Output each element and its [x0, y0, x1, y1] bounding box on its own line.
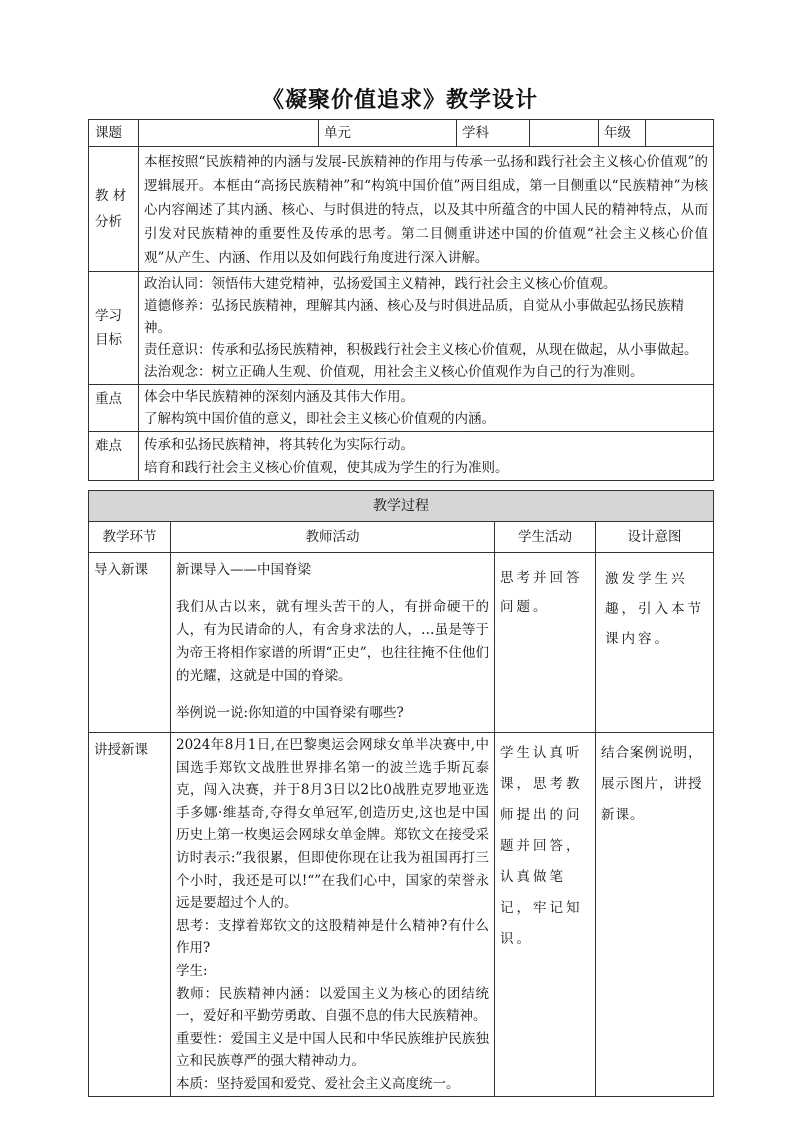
intent-cell: 结合案例说明，展示图片，讲授新课。	[596, 733, 714, 1097]
teacher-para: 思考：支撑着郑钦文的这股精神是什么精神?有什么作用?	[176, 917, 489, 957]
stage-cell: 讲授新课	[89, 733, 171, 1097]
col-student-header: 学生活动	[495, 522, 596, 553]
goal-item: 责任意识：传承和弘扬民族精神，积极践行社会主义核心价值观，从现在做起，从小事做起。	[144, 342, 698, 358]
teacher-cell	[171, 553, 495, 733]
student-cell: 思考并回答问题。	[495, 553, 596, 733]
goals-row	[89, 272, 714, 385]
difficulties-label: 难点	[89, 432, 139, 481]
intent-cell: 激发学生兴趣，引入本节课内容。	[596, 553, 714, 733]
col-stage-header: 教学环节	[89, 522, 171, 553]
teacher-para: 学生:	[176, 962, 208, 979]
goal-item: 法治观念：树立正确人生观、价值观，用社会主义核心价值观作为自己的行为准则。	[144, 364, 644, 380]
analysis-label-line1: 教 材	[95, 188, 127, 204]
teacher-para: 新课导入——中国脊梁	[176, 562, 311, 578]
process-column-headers	[89, 522, 714, 553]
process-table	[88, 490, 714, 1097]
grade-label: 年级	[599, 120, 646, 147]
col-intent-header: 设计意图	[596, 522, 714, 553]
analysis-row	[89, 147, 714, 272]
analysis-label	[89, 147, 139, 272]
unit-label: 单元	[319, 120, 457, 147]
student-cell: 学生认真听课，思考教师提出的问题并回答，认真做笔记，牢记知识。	[495, 733, 596, 1097]
teacher-para: 我们从古以来，就有埋头苦干的人，有拼命硬干的人，有为民请命的人，有舍身求法的人，…虽是等于为帝王将相作家谱的所谓“正史”，也往往掩不住他们的光耀，这就是中国的脊梁。	[176, 599, 489, 684]
goals-label-line2: 目标	[95, 332, 122, 348]
subject-label: 学科	[457, 120, 530, 147]
teacher-para: 2024年8月1日,在巴黎奥运会网球女单半决赛中,中国选手郑钦文战胜世界排名第一的波兰选手斯瓦泰克，闯入决赛，并于8月3日以2比0战胜克罗地亚选手多娜·维基奇,夺得女单冠军,创造历史,这也是中国历史上第一枚奥运会网球女单金牌。郑钦文在接受采访时表示:”我很累，但即使你现在让我为祖国再打三个小时，我还是可以!“”在我们心中，国家的荣誉永远是要超过个人的。	[176, 737, 489, 912]
difficulties-row	[89, 432, 714, 481]
key-points-label: 重点	[89, 385, 139, 432]
goal-item: 道德修养：弘扬民族精神，理解其内涵、核心及与时俱进品质，自觉从小事做起弘扬民族精神。	[144, 298, 684, 336]
analysis-text: 本框按照“民族精神的内涵与发展-民族精神的作用与传承一弘扬和践行社会主义核心价值观”的逻辑展开。本框由“高扬民族精神”和“构筑中国价值”两目组成，第一目侧重以“民族精神”为核心内容阐述了其内涵、核心、与时俱进的特点，以及其中所蕴含的中国人民的精神特点，从而引发对民族精神的重要性及传承的思考。第二目侧重讲述中国的价值观“社会主义核心价值观”从产生、内涵、作用以及如何践行角度进行深入讲解。	[139, 147, 714, 272]
process-section-title: 教学过程	[89, 491, 714, 522]
course-label: 课题	[89, 120, 139, 147]
teacher-para: 重要性：爱国主义是中国人民和中华民族维护民族独立和民族尊严的强大精神动力。	[176, 1030, 489, 1070]
difficulty-item: 传承和弘扬民族精神，将其转化为实际行动。	[144, 437, 414, 453]
info-table	[88, 119, 714, 481]
analysis-label-line2: 分析	[95, 214, 122, 230]
goal-item: 政治认同：领悟伟大建党精神，弘扬爱国主义精神，践行社会主义核心价值观。	[144, 276, 617, 292]
course-value	[139, 120, 319, 147]
goals-label-line1: 学习	[95, 308, 122, 324]
key-point-item: 体会中华民族精神的深刻内涵及其伟大作用。	[144, 389, 414, 405]
teacher-para: 教师：民族精神内涵：以爱国主义为核心的团结统一，爱好和平勤劳勇敢、自强不息的伟大民族精神。	[176, 985, 489, 1025]
teacher-para: 本质：坚持爱国和爱党、爱社会主义高度统一。	[176, 1075, 460, 1092]
header-row	[89, 120, 714, 147]
process-row-intro	[89, 553, 714, 733]
col-teacher-header: 教师活动	[171, 522, 495, 553]
grade-value	[646, 120, 714, 147]
stage-cell: 导入新课	[89, 553, 171, 733]
goals-text	[139, 272, 714, 385]
teacher-para: 举例说一说:你知道的中国脊梁有哪些?	[176, 705, 404, 721]
difficulties-text	[139, 432, 714, 481]
goals-label	[89, 272, 139, 385]
process-row-lecture	[89, 733, 714, 1097]
page-title: 《凝聚价值追求》教学设计	[261, 88, 538, 113]
subject-value	[530, 120, 599, 147]
key-points-row	[89, 385, 714, 432]
process-section-row	[89, 491, 714, 522]
key-points-text	[139, 385, 714, 432]
key-point-item: 了解构筑中国价值的意义，即社会主义核心价值观的内涵。	[144, 411, 495, 427]
difficulty-item: 培育和践行社会主义核心价值观，使其成为学生的行为准则。	[144, 460, 509, 476]
teacher-cell	[171, 733, 495, 1097]
